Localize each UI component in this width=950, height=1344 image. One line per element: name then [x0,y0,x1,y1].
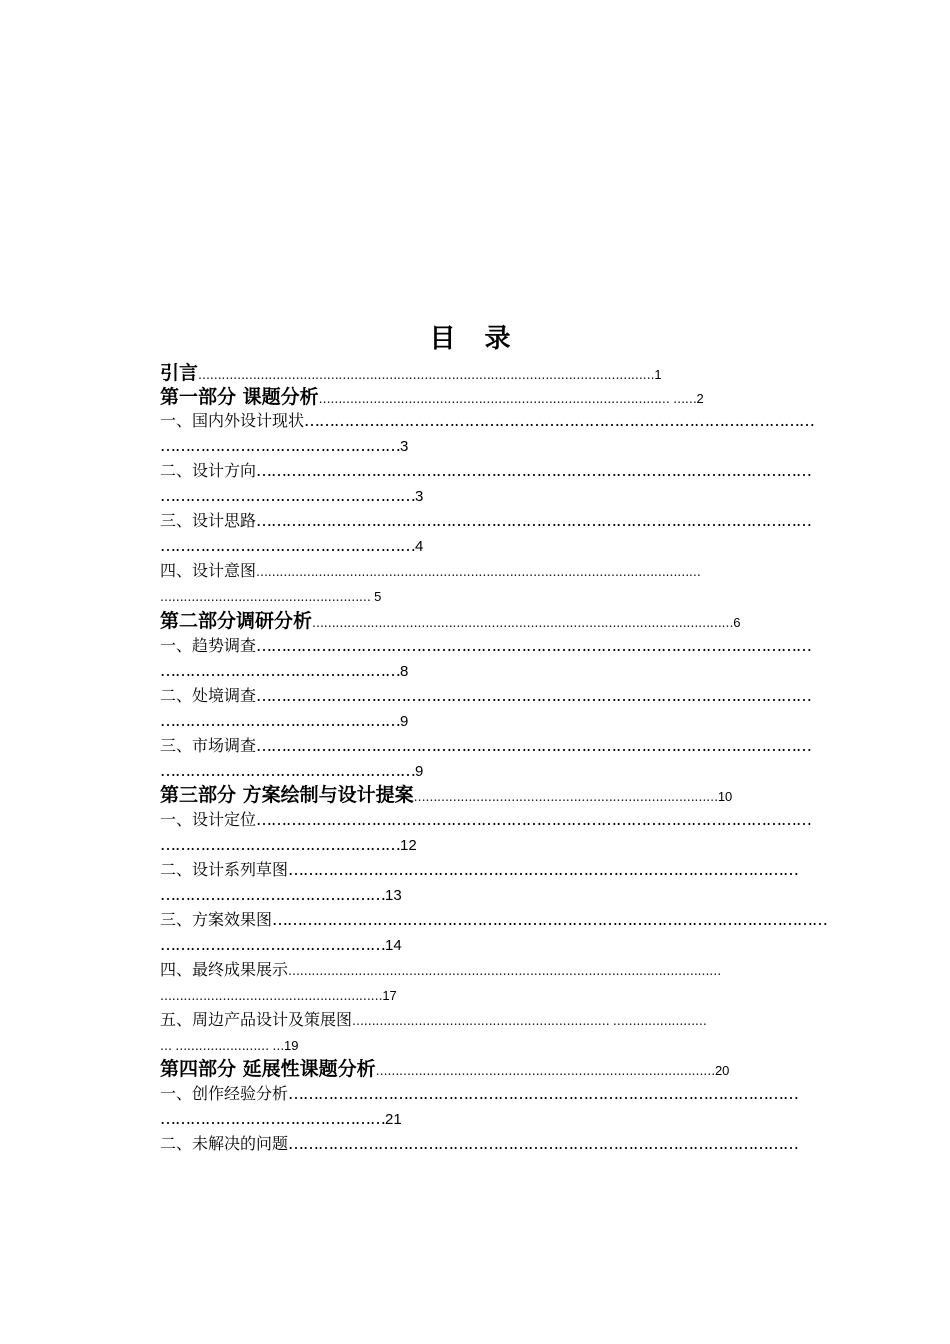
toc-entry [160,685,840,707]
toc-page-number: 17 [382,988,397,1003]
toc-entry-continuation [160,934,840,956]
toc-entry-text: 二、未解决的问题 [160,1134,289,1153]
toc-entry [160,909,840,931]
toc-entry [160,460,840,482]
toc-page-number: 21 [385,1111,402,1128]
toc-entry-text: 引言 [160,362,199,384]
toc-page-number: 3 [400,438,409,455]
toc-entry-continuation [160,1108,840,1130]
toc-entry [160,1083,840,1105]
leader-dots: ………………………………………………………………………………………… [288,1134,799,1153]
leader-dots: ……………………………………… [160,885,385,904]
leader-dots: ………………………………………………………… …………………… [352,1014,707,1028]
leader-dots: ………………………………………………………………………………………………… [272,910,828,929]
toc-entry-continuation [160,1034,840,1056]
toc-entry-continuation [160,435,840,457]
toc-entry-text: 三、设计思路 [160,511,257,530]
leader-dots: ………………………………………………………………………………………………… [256,461,812,480]
toc-entry-text: 二、处境调查 [160,686,257,705]
toc-page-number: 13 [385,887,402,904]
leader-dots: ………………………………………………………………………………………… [288,1084,799,1103]
toc-entry-text: 一、国内外设计现状 [160,411,305,430]
toc-entry-text: 四、设计意图 [160,561,257,580]
toc-page-number: 8 [400,663,409,680]
toc-page-number: 6 [733,615,741,630]
toc-entry-continuation [160,485,840,507]
leader-dots: ………………………………………… [160,835,400,854]
toc-page-number: 2 [696,391,704,406]
leader-dots: ……………………………………… [160,935,385,954]
toc-entry-text: 一、趋势调查 [160,636,257,655]
toc-entry-continuation [160,535,840,557]
toc-entry-introduction [160,361,840,385]
leader-dots: ………………………………………………… [160,989,383,1003]
toc-entry [160,1133,840,1155]
toc-page-number: 9 [400,713,409,730]
toc-entry-text: 一、创作经验分析 [160,1084,289,1103]
toc-entry-continuation [160,710,840,732]
leader-dots: ………………………………………………………………………………………………… [256,686,812,705]
toc-entry-part-two [160,609,840,633]
toc-entry-continuation [160,760,840,782]
toc-entry-part-four [160,1057,840,1081]
toc-entry [160,809,840,831]
toc-page-number: 14 [385,937,402,954]
leader-dots: …………………………………………………………………………… [375,1064,715,1078]
leader-dots: ………………………………………………………………………………………… [288,860,799,879]
toc-entry [160,1009,840,1031]
toc-entry-text: 第二部分调研分析 [160,610,313,632]
toc-entry-continuation [160,660,840,682]
toc-title: 目 录 [429,324,521,354]
toc-entry-continuation [160,834,840,856]
toc-entry-continuation [160,884,840,906]
toc-entry-text: 三、方案效果图 [160,910,273,929]
toc-entry-text: 第三部分 方案绘制与设计提案 [160,784,414,806]
leader-dots: ………………………………………………………………………………………………… [256,736,812,755]
leader-dots: ………………………………………………………………………………………………… [256,810,812,829]
toc-entry [160,959,840,981]
toc-entry-text: 一、设计定位 [160,810,257,829]
toc-entry [160,859,840,881]
leader-dots: ……………………………………………………………………………… …… [318,392,697,406]
leader-dots: ……………………………………………………………………………………………… [312,616,734,630]
leader-dots: ……………………………………………… [160,590,375,604]
toc-page-number: 10 [717,789,733,804]
toc-entry [160,560,840,582]
toc-entry-text: 第一部分 课题分析 [160,386,319,408]
toc-entry-continuation [160,984,840,1006]
toc-page-number: 4 [415,538,424,555]
toc-page-number: 20 [714,1063,730,1078]
toc-entry [160,735,840,757]
toc-entry-text: 第四部分 延展性课题分析 [160,1058,376,1080]
toc-entry [160,635,840,657]
toc-entry-text: 二、设计系列草图 [160,860,289,879]
toc-page-number: 9 [415,763,424,780]
leader-dots: …………………………………………… [160,761,415,780]
toc-page-number: 19 [284,1038,299,1053]
toc-page-number: 12 [400,837,417,854]
toc-entry [160,410,840,432]
toc-entry-part-three [160,783,840,807]
toc-entry-text: 二、设计方向 [160,461,257,480]
leader-dots: ………………………………………… [160,436,400,455]
leader-dots: …………………………………………………………………………………………………… [256,565,701,579]
toc-entry-part-one [160,385,840,409]
leader-dots: …………………………………………………………………… [413,790,718,804]
toc-entry-continuation [160,585,840,607]
leader-dots: …………………………………………… [160,486,415,505]
toc-entry-text: 五、周边产品设计及策展图 [160,1010,353,1029]
toc-entry-text: 三、市场调查 [160,736,257,755]
leader-dots: ………………………………………… [160,711,400,730]
toc-entry-text: 四、最终成果展示 [160,960,289,979]
leader-dots: ………………………………………………………………………………………………… [256,636,812,655]
toc-page-number: 5 [374,589,382,604]
leader-dots: ………………………………………………………………………………………… [304,411,815,430]
leader-dots: ……………………………………… [160,1109,385,1128]
leader-dots: …………………………………………… [160,536,415,555]
leader-dots: ………………………………………………………………………………………………… [256,511,812,530]
toc-page-number: 1 [654,367,662,382]
leader-dots: ……………………………………………………………………………………………………… [198,368,655,382]
toc-entry [160,510,840,532]
toc-page-number: 3 [415,488,424,505]
leader-dots: … …………………… … [160,1039,285,1053]
leader-dots: ………………………………………………………………………………………………… [288,964,721,978]
leader-dots: ………………………………………… [160,661,400,680]
